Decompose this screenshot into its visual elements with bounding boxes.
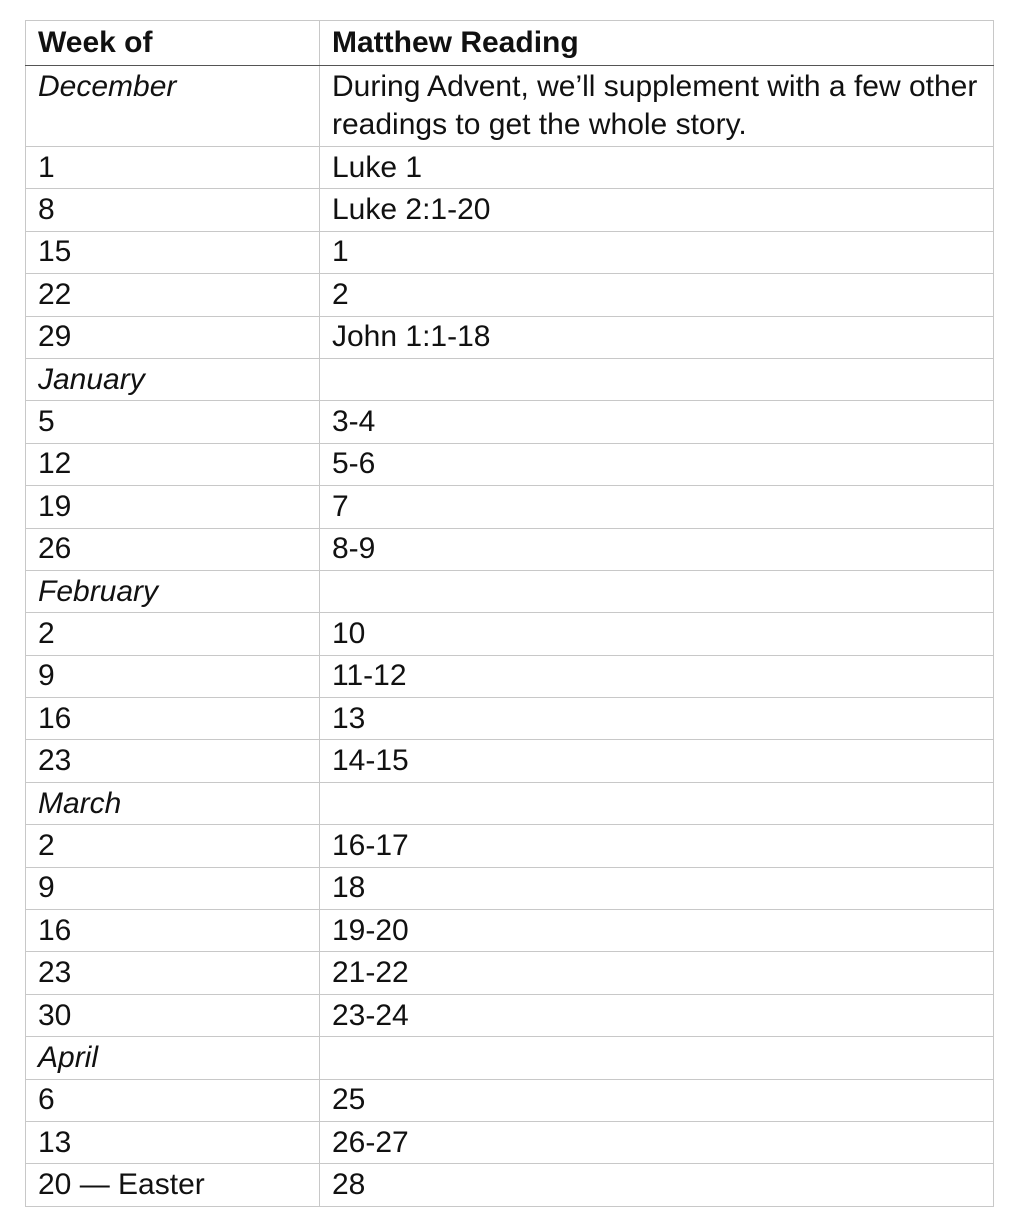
schedule-table (25, 20, 994, 1207)
table-row (26, 910, 994, 952)
column-header-week: Week of (26, 21, 320, 66)
month-label: April (26, 1037, 320, 1079)
week-cell: 12 (26, 443, 320, 485)
table-row (26, 274, 994, 316)
table-row (26, 316, 994, 358)
week-cell: 13 (26, 1121, 320, 1163)
table-row (26, 613, 994, 655)
reading-cell: 21-22 (320, 952, 994, 994)
table-row (26, 443, 994, 485)
reading-cell: 11-12 (320, 655, 994, 697)
reading-schedule (25, 20, 993, 1207)
week-cell: 16 (26, 910, 320, 952)
table-row (26, 655, 994, 697)
reading-cell: 1 (320, 231, 994, 273)
reading-cell: 10 (320, 613, 994, 655)
column-header-reading: Matthew Reading (320, 21, 994, 66)
week-cell: 22 (26, 274, 320, 316)
week-cell: 6 (26, 1079, 320, 1121)
reading-cell: 26-27 (320, 1121, 994, 1163)
month-row-march (26, 782, 994, 824)
table-row (26, 1079, 994, 1121)
week-cell: 23 (26, 952, 320, 994)
reading-cell: 3-4 (320, 401, 994, 443)
table-row (26, 867, 994, 909)
month-row-january (26, 358, 994, 400)
month-note (320, 570, 994, 612)
table-row (26, 189, 994, 231)
month-label: March (26, 782, 320, 824)
month-row-december (26, 66, 994, 147)
reading-cell: 16-17 (320, 825, 994, 867)
table-row (26, 486, 994, 528)
week-cell: 16 (26, 698, 320, 740)
reading-cell: 13 (320, 698, 994, 740)
week-cell: 23 (26, 740, 320, 782)
header-row (26, 21, 994, 66)
reading-cell: Luke 2:1-20 (320, 189, 994, 231)
table-row (26, 1164, 994, 1206)
reading-cell: 25 (320, 1079, 994, 1121)
table-row (26, 994, 994, 1036)
week-cell: 30 (26, 994, 320, 1036)
month-label: December (26, 66, 320, 147)
week-cell: 20 — Easter (26, 1164, 320, 1206)
month-note (320, 782, 994, 824)
reading-cell: John 1:1-18 (320, 316, 994, 358)
reading-cell: 7 (320, 486, 994, 528)
month-label: January (26, 358, 320, 400)
week-cell: 15 (26, 231, 320, 273)
week-cell: 2 (26, 825, 320, 867)
week-cell: 9 (26, 867, 320, 909)
week-cell: 5 (26, 401, 320, 443)
reading-cell: 18 (320, 867, 994, 909)
month-label: February (26, 570, 320, 612)
week-cell: 2 (26, 613, 320, 655)
week-cell: 1 (26, 147, 320, 189)
table-row (26, 231, 994, 273)
table-row (26, 528, 994, 570)
reading-cell: 8-9 (320, 528, 994, 570)
month-row-february (26, 570, 994, 612)
table-row (26, 147, 994, 189)
reading-cell: 14-15 (320, 740, 994, 782)
reading-cell: Luke 1 (320, 147, 994, 189)
table-row (26, 401, 994, 443)
month-note: During Advent, we’ll supplement with a few other readings to get the whole story. (320, 66, 994, 147)
reading-cell: 5-6 (320, 443, 994, 485)
table-row (26, 952, 994, 994)
table-row (26, 698, 994, 740)
week-cell: 8 (26, 189, 320, 231)
month-note (320, 1037, 994, 1079)
week-cell: 26 (26, 528, 320, 570)
table-row (26, 825, 994, 867)
reading-cell: 19-20 (320, 910, 994, 952)
month-row-april (26, 1037, 994, 1079)
week-cell: 29 (26, 316, 320, 358)
reading-cell: 2 (320, 274, 994, 316)
week-cell: 9 (26, 655, 320, 697)
table-row (26, 1121, 994, 1163)
reading-cell: 28 (320, 1164, 994, 1206)
table-row (26, 740, 994, 782)
reading-cell: 23-24 (320, 994, 994, 1036)
month-note (320, 358, 994, 400)
week-cell: 19 (26, 486, 320, 528)
